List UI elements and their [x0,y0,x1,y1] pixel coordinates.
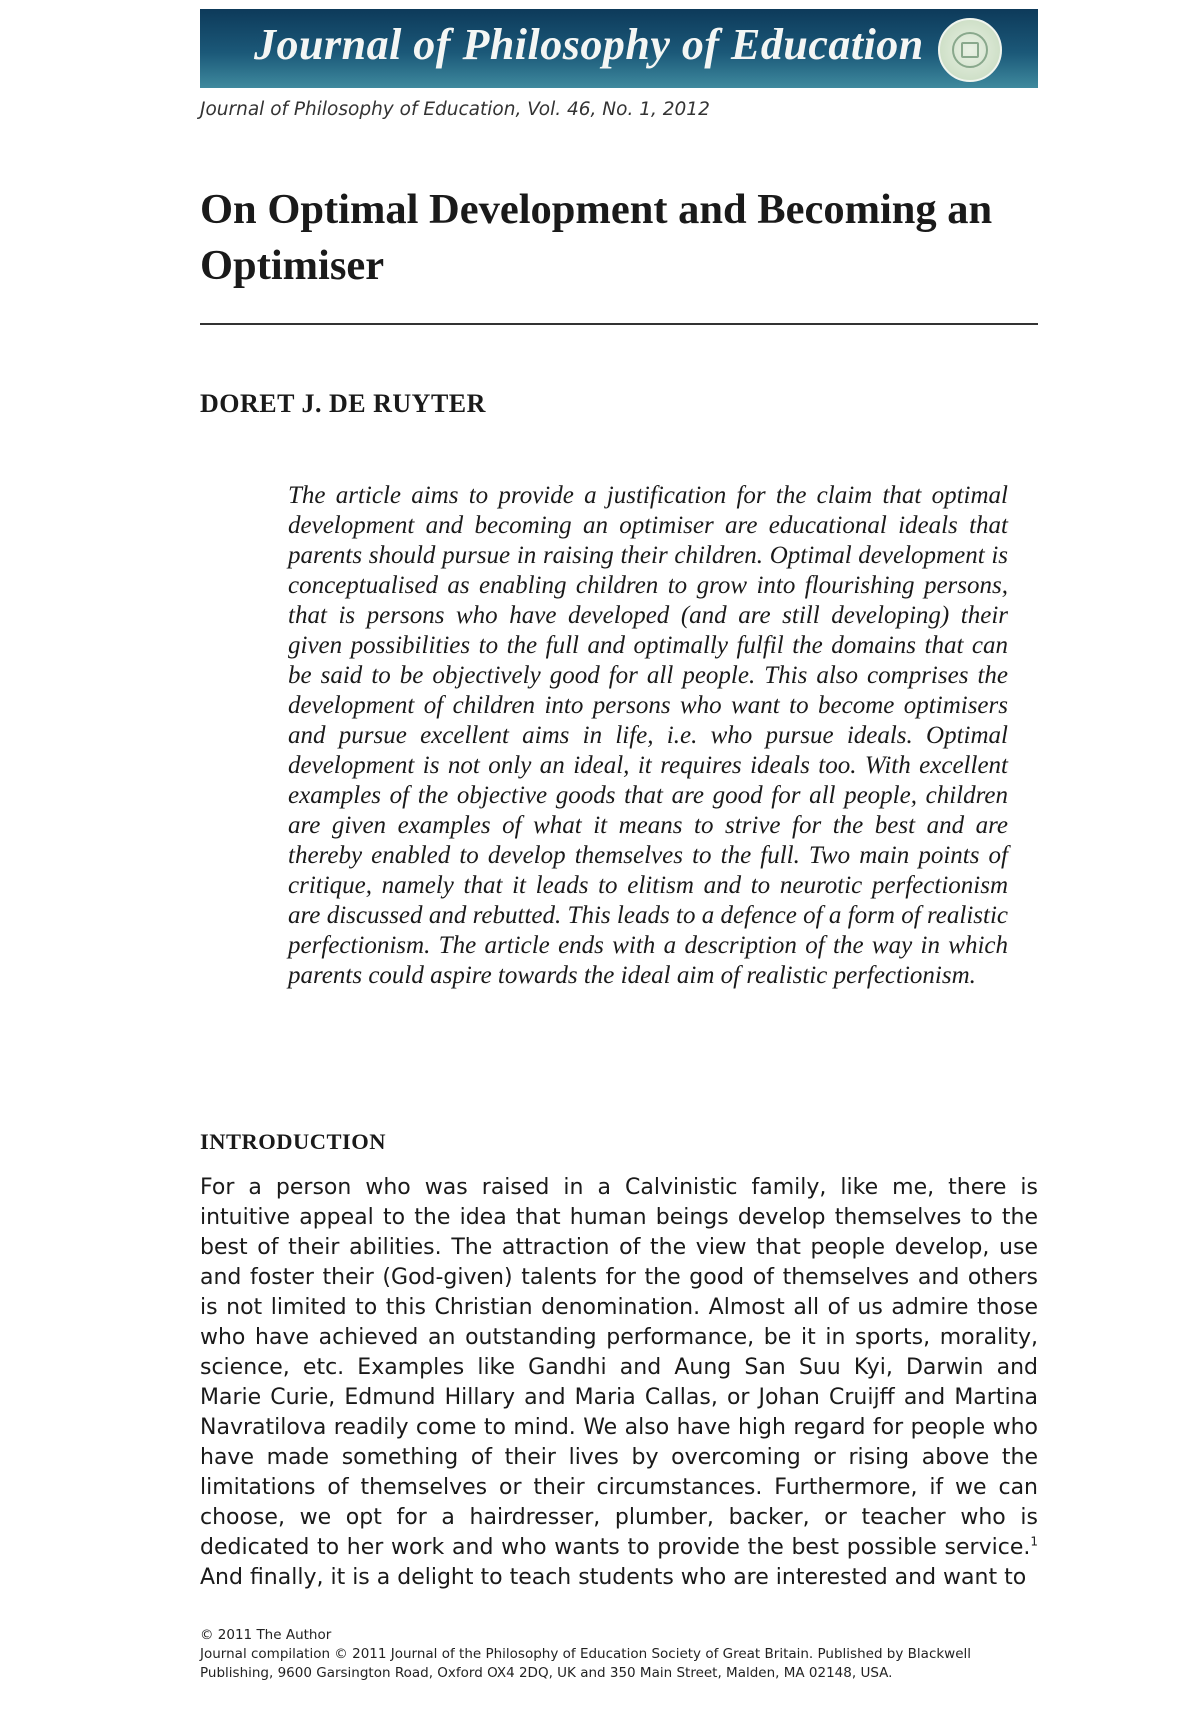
article-title: On Optimal Development and Becoming an Optimiser [200,186,993,289]
citation-line: Journal of Philosophy of Education, Vol. 46, No. 1, 2012 [200,99,710,120]
compilation-line: Journal compilation © 2011 Journal of the Philosophy of Education Society of Great Britain. Published by Blackwell Publishing, 9600 Garsington Road, Oxford OX4 2DQ, UK and 350 Main Street, Malden, MA 02148, USA. [200,1646,972,1681]
footnote-marker[interactable]: 1 [1030,1534,1038,1549]
page-footer [200,1626,1038,1683]
copyright-line: © 2011 The Author [200,1627,332,1643]
title-divider [200,323,1038,325]
society-seal-icon [938,18,1002,82]
journal-title: Journal of Philosophy of Education [254,20,924,69]
abstract: The article aims to provide a justification for the claim that optimal development and becoming an optimiser are educational ideals that parents should pursue in raising their children. Optimal development is conceptualised as enabling children to grow into flourishing persons, that is persons who have developed (and are still developing) their given possibilities to the full and optimally fulfil the domains that can be said to be objectively good for all people. This also comprises the development of children into persons who want to become optimisers and pursue excellent aims in life, i.e. who pursue ideals. Optimal development is not only an ideal, it requires ideals too. With excellent examples of the objective goods that are good for all people, children are given examples of what it means to strive for the best and are thereby enabled to develop themselves to the full. Two main points of critique, namely that it leads to elitism and to neurotic perfectionism are discussed and rebutted. This leads to a defence of a form of realistic perfectionism. The article ends with a description of the way in which parents could aspire towards the ideal aim of realistic perfectionism. [288,482,1008,989]
author-name: DORET J. DE RUYTER [200,389,486,418]
journal-banner [200,9,1038,88]
intro-text-continued: And finally, it is a delight to teach students who are interested and want to [200,1565,1027,1590]
intro-paragraph [200,1173,1038,1593]
section-heading: INTRODUCTION [200,1129,387,1154]
intro-text: For a person who was raised in a Calvinistic family, like me, there is intuitive appeal to the idea that human beings develop themselves to the best of their abilities. The attraction of the view that people develop, use and foster their (God-given) talents for the good of themselves and others is not limited to this Christian denomination. Almost all of us admire those who have achieved an outstanding performance, be it in sports, morality, science, etc. Examples like Gandhi and Aung San Suu Kyi, Darwin and Marie Curie, Edmund Hillary and Maria Callas, or Johan Cruijff and Martina Navratilova readily come to mind. We also have high regard for people who have made something of their lives by overcoming or rising above the limitations of themselves or their circumstances. Furthermore, if we can choose, we opt for a hairdresser, plumber, backer, or teacher who is dedicated to her work and who wants to provide the best possible service. [200,1175,1038,1560]
